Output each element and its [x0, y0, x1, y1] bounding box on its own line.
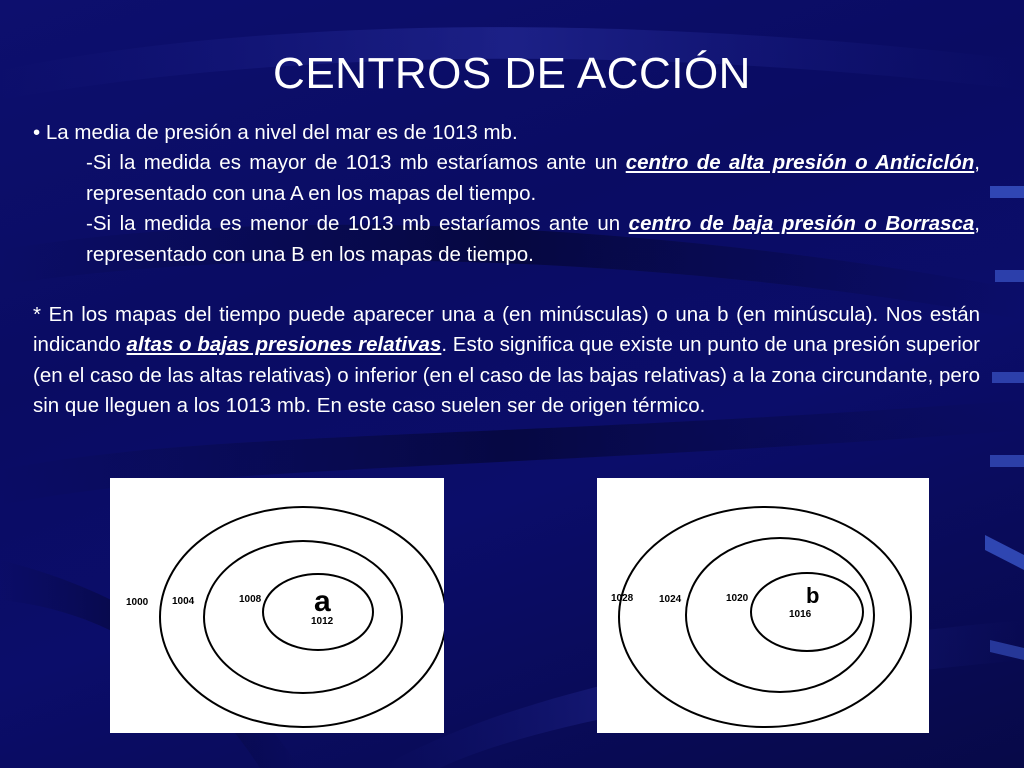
- isobar-label-1012: 1012: [311, 616, 334, 627]
- low-pressure-term: centro de baja presión o Borrasca: [628, 212, 975, 236]
- low-pre-text: -Si la medida es menor de 1013 mb estaríamos ante un: [86, 212, 629, 236]
- relative-low-letter: b: [806, 583, 820, 608]
- isobar-diagram-b: [597, 478, 929, 733]
- high-pressure-paragraph: [86, 148, 980, 209]
- isobar-label-1028: 1028: [611, 593, 634, 604]
- isobar-ring-outer: [619, 507, 911, 727]
- low-pressure-paragraph: [86, 209, 980, 270]
- spacer: [33, 270, 980, 300]
- low-post-text: , representado con una B en los mapas de tiempo.: [86, 212, 980, 266]
- isobar-label-1000: 1000: [126, 597, 149, 608]
- slide-body: [33, 118, 980, 422]
- relative-high-letter: a: [314, 585, 331, 618]
- relative-pressure-term: altas o bajas presiones relativas: [126, 333, 442, 357]
- isobar-label-1004: 1004: [172, 596, 195, 607]
- note-pre-text: * En los mapas del tiempo puede aparecer una a (en minúsculas) o una b (en minúscula). Nos están indicando: [33, 303, 980, 357]
- slide-title: CENTROS DE ACCIÓN: [273, 49, 751, 98]
- relative-pressure-note: [33, 300, 980, 422]
- isobar-map-low: [597, 478, 929, 733]
- high-pre-text: -Si la medida es mayor de 1013 mb estaríamos ante un: [86, 151, 626, 175]
- note-post-text: . Esto significa que existe un punto de una presión superior (en el caso de las altas relativas) o inferior (en el caso de las bajas relativas) a la zona circundante, pero sin que lleguen a los 1013 mb. En este caso suelen ser de origen térmico.: [33, 333, 980, 418]
- isobar-label-1016: 1016: [789, 609, 812, 620]
- isobar-diagram-a: [110, 478, 444, 733]
- high-post-text: , representado con una A en los mapas del tiempo.: [86, 151, 980, 205]
- isobar-label-1024: 1024: [659, 594, 682, 605]
- isobar-label-1020: 1020: [726, 593, 749, 604]
- bullet-mean-pressure: • La media de presión a nivel del mar es de 1013 mb.: [33, 121, 518, 144]
- high-pressure-term: centro de alta presión o Anticiclón: [625, 151, 975, 175]
- isobar-ring-middle: [686, 538, 874, 692]
- isobar-label-1008: 1008: [239, 594, 262, 605]
- isobar-map-high: [110, 478, 444, 733]
